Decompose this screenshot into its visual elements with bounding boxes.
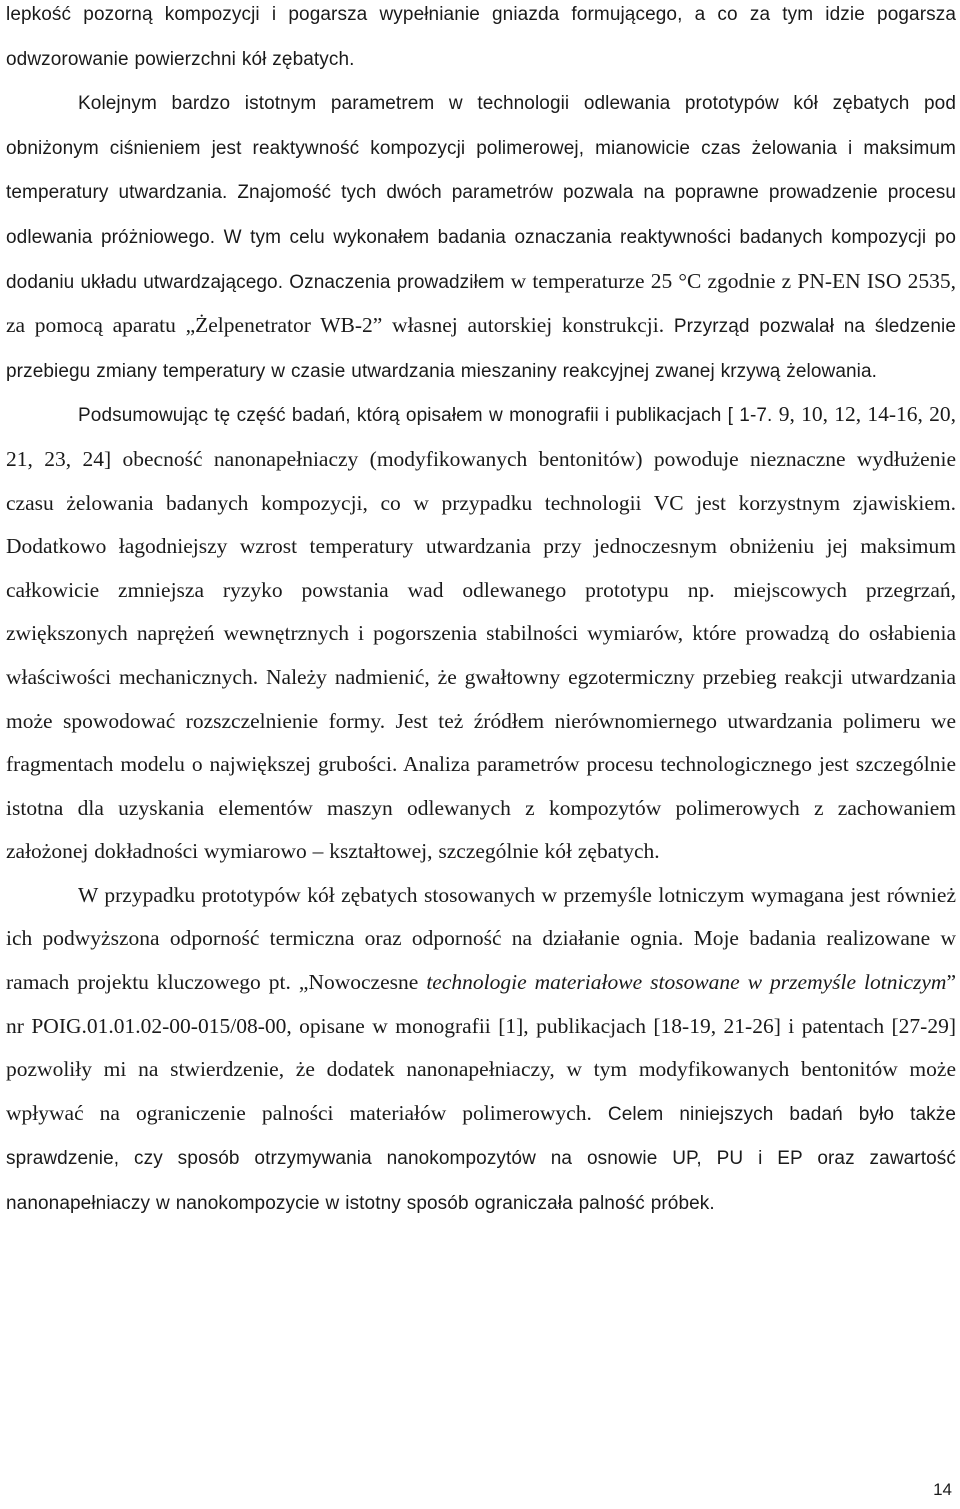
paragraph-text: ” nr POIG.01.01.02-00-015/08-00, opisane w monografii [1], publikacjach [18-19, 21-26] i patentach [27-29] pozwoliły mi na stwierdzenie, że dodatek nanonapełniaczy, w tym modyfikowanych bentonitów może wpływać na ograniczenie palności materiałów polimerowych. <box>6 970 956 1125</box>
paragraph-text: w temperaturze 25 °C zgodnie z PN-EN ISO 2535, za pomocą aparatu „Żelpenetrator WB-2” własnej autorskiej konstrukcji. <box>6 268 956 338</box>
paragraph-text: Kolejnym bardzo istotnym parametrem w technologii odlewania prototypów kół zębatych pod obniżonym ciśnieniem jest reaktywność kompozycji polimerowej, mianowicie czas żelowania i maksimum temperatury utwardzania. Znajomość tych dwóch parametrów pozwala na poprawne prowadzenie procesu odlewania próżniowego. W tym celu wykonałem badania oznaczania reaktywności badanych kompozycji po dodaniu układu utwardzającego. Oznaczenia prowadziłem <box>6 93 956 293</box>
paragraph-text: W przypadku prototypów kół zębatych stosowanych w przemyśle lotniczym wymagana jest również ich podwyższona odporność termiczna oraz odporność na działanie ognia. Moje badania realizowane w ramach projektu kluczowego pt. „Nowoczesne <box>6 882 956 995</box>
paragraph-text: Przyrząd pozwalał na śledzenie przebiegu zmiany temperatury w czasie utwardzania mieszaniny reakcyjnej zwanej krzywą żelowania. <box>6 316 956 382</box>
document-page <box>6 0 956 1226</box>
paragraph-text: Podsumowując tę część badań, którą opisałem w monografii i publikacjach [ 1-7. <box>78 405 779 427</box>
paragraph-3 <box>6 393 956 874</box>
paragraph-2 <box>6 81 956 393</box>
paragraph-text: 9, 10, 12, 14-16, 20, 21, 23, 24] obecność nanonapełniaczy (modyfikowanych bentonitów) powoduje nieznaczne wydłużenie czasu żelowania badanych kompozycji, co w przypadku technologii VC jest korzystnym zjawiskiem. Dodatkowo łagodniejszy wzrost temperatury utwardzania przy jednoczesnym obniżeniu jej maksimum całkowicie zmniejsza ryzyko powstania wad odlewanego prototypu np. miejscowych przegrzań, zwiększonych naprężeń wewnętrznych i pogorszenia stabilności wymiarów, które prowadzą do osłabienia właściwości mechanicznych. Należy nadmienić, że gwałtowny egzotermiczny przebieg reakcji utwardzania może spowodować rozszczelnienie formy. Jest też źródłem nierównomiernego utwardzania polimeru we fragmentach modelu o największej grubości. Analiza parametrów procesu technologicznego jest szczególnie istotna dla uzyskania elementów maszyn odlewanych z kompozytów polimerowych z zachowaniem założonej dokładności wymiarowo – kształtowej, szczególnie kół zębatych. <box>6 402 956 864</box>
paragraph-4 <box>6 874 956 1226</box>
paragraph-text: Celem niniejszych badań było także sprawdzenie, czy sposób otrzymywania nanokompozytów na osnowie UP, PU i EP oraz zawartość nanonapełniaczy w nanokompozycie w istotny sposób ograniczała palność próbek. <box>6 1103 956 1215</box>
paragraph-1 <box>6 0 956 81</box>
page-number: 14 <box>933 1480 952 1499</box>
italic-project-title: technologie materiałowe stosowane w przemyśle lotniczym <box>426 970 947 995</box>
paragraph-text: lepkość pozorną kompozycji i pogarsza wypełnianie gniazda formującego, a co za tym idzie pogarsza odwzorowanie powierzchni kół zębatych. <box>6 4 956 70</box>
